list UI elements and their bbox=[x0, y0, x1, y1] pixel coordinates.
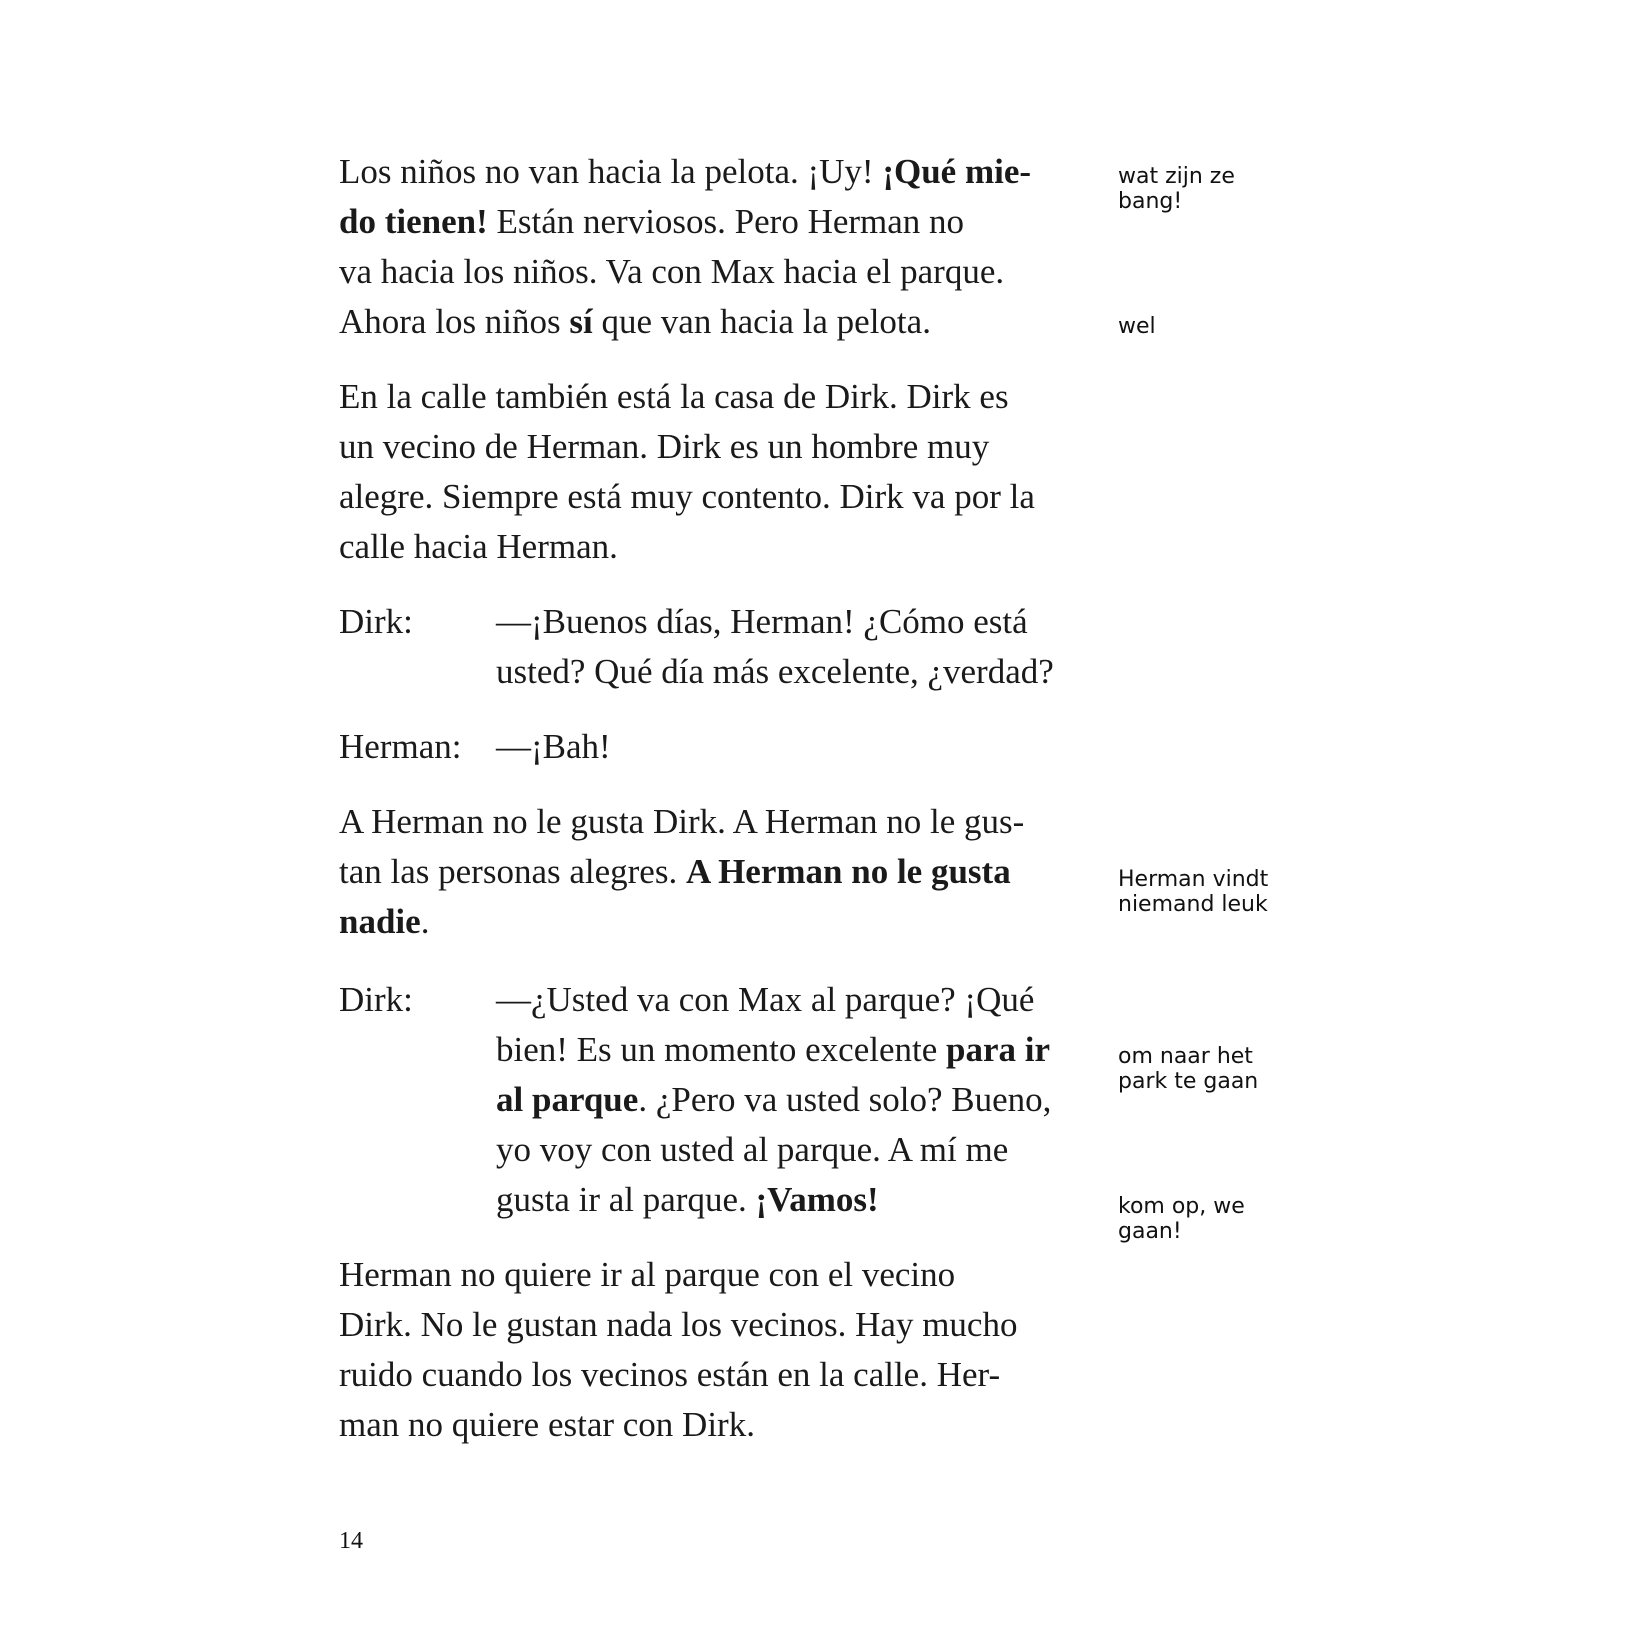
dialogue-line bbox=[496, 975, 1034, 1025]
text-run: Dirk: bbox=[339, 980, 413, 1019]
margin-gloss bbox=[1118, 314, 1156, 339]
text-run: —¿Usted va con Max al parque? ¡Qué bbox=[496, 980, 1035, 1019]
bold-phrase: sí bbox=[569, 302, 593, 341]
gloss-line: om naar het bbox=[1118, 1044, 1253, 1069]
gloss-line: bang! bbox=[1118, 189, 1183, 214]
text-run: tan las personas alegres. bbox=[339, 852, 686, 891]
bold-phrase: al parque bbox=[496, 1080, 639, 1119]
gloss-line: niemand leuk bbox=[1118, 892, 1268, 917]
text-run: Dirk. No le gustan nada los vecinos. Hay mucho bbox=[339, 1305, 1018, 1344]
bold-phrase: ¡Vamos! bbox=[755, 1180, 879, 1219]
text-run: un vecino de Herman. Dirk es un hombre muy bbox=[339, 427, 990, 466]
speaker-label bbox=[339, 597, 413, 647]
text-run: man no quiere estar con Dirk. bbox=[339, 1405, 755, 1444]
body-line bbox=[339, 797, 1024, 847]
gloss-line: park te gaan bbox=[1118, 1069, 1259, 1094]
text-run: calle hacia Herman. bbox=[339, 527, 618, 566]
text-run: Ahora los niños bbox=[339, 302, 570, 341]
text-run: va hacia los niños. Va con Max hacia el parque. bbox=[339, 252, 1005, 291]
gloss-line: gaan! bbox=[1118, 1219, 1182, 1244]
gloss-line: wel bbox=[1118, 314, 1156, 339]
body-line bbox=[339, 147, 1031, 197]
dialogue-line bbox=[496, 1025, 1050, 1075]
text-run: Herman: bbox=[339, 727, 462, 766]
speaker-label bbox=[339, 722, 461, 772]
text-run: . ¿Pero va usted solo? Bueno, bbox=[638, 1080, 1052, 1119]
body-line bbox=[339, 297, 931, 347]
dialogue-line bbox=[496, 1175, 879, 1225]
dialogue-line bbox=[496, 647, 1054, 697]
text-run: En la calle también está la casa de Dirk. Dirk es bbox=[339, 377, 1009, 416]
speaker-label bbox=[339, 975, 413, 1025]
dialogue-line bbox=[496, 1075, 1051, 1125]
body-line bbox=[339, 1300, 1017, 1350]
body-line bbox=[339, 897, 429, 947]
body-line bbox=[339, 422, 989, 472]
bold-phrase: para ir bbox=[946, 1030, 1051, 1069]
text-run: Herman no quiere ir al parque con el vecino bbox=[339, 1255, 956, 1294]
body-line bbox=[339, 847, 1011, 897]
dialogue-line bbox=[496, 597, 1028, 647]
gloss-line: Herman vindt bbox=[1118, 867, 1269, 892]
body-line bbox=[339, 1400, 755, 1450]
dialogue-line bbox=[496, 722, 611, 772]
bold-phrase: ¡Qué mie- bbox=[882, 152, 1032, 191]
body-line bbox=[339, 472, 1035, 522]
bold-phrase: do tienen! bbox=[339, 202, 488, 241]
text-run: que van hacia la pelota. bbox=[592, 302, 931, 341]
page-number: 14 bbox=[339, 1528, 363, 1554]
text-run: gusta ir al parque. bbox=[496, 1180, 756, 1219]
text-run: A Herman no le gusta Dirk. A Herman no le gus- bbox=[339, 802, 1025, 841]
body-line bbox=[339, 522, 618, 572]
margin-gloss bbox=[1118, 1194, 1245, 1244]
text-run: alegre. Siempre está muy contento. Dirk va por la bbox=[339, 477, 1035, 516]
dialogue-line bbox=[496, 1125, 1008, 1175]
gloss-line: wat zijn ze bbox=[1118, 164, 1235, 189]
body-line bbox=[339, 372, 1009, 422]
body-line bbox=[339, 197, 964, 247]
bold-phrase: nadie bbox=[339, 902, 421, 941]
text-run: . bbox=[420, 902, 430, 941]
text-run: Están nerviosos. Pero Herman no bbox=[487, 202, 965, 241]
body-line bbox=[339, 1250, 955, 1300]
body-line bbox=[339, 1350, 1000, 1400]
text-run: bien! Es un momento excelente bbox=[496, 1030, 946, 1069]
text-run: Los niños no van hacia la pelota. ¡Uy! bbox=[339, 152, 883, 191]
margin-gloss bbox=[1118, 867, 1268, 917]
text-run: usted? Qué día más excelente, ¿verdad? bbox=[496, 652, 1054, 691]
text-run: —¡Bah! bbox=[496, 727, 611, 766]
margin-gloss bbox=[1118, 164, 1235, 214]
text-run: —¡Buenos días, Herman! ¿Cómo está bbox=[496, 602, 1028, 641]
text-run: ruido cuando los vecinos están en la calle. Her- bbox=[339, 1355, 1001, 1394]
margin-gloss bbox=[1118, 1044, 1258, 1094]
bold-phrase: A Herman no le gusta bbox=[685, 852, 1011, 891]
gloss-line: kom op, we bbox=[1118, 1194, 1245, 1219]
text-run: yo voy con usted al parque. A mí me bbox=[496, 1130, 1009, 1169]
text-run: Dirk: bbox=[339, 602, 413, 641]
body-line bbox=[339, 247, 1004, 297]
